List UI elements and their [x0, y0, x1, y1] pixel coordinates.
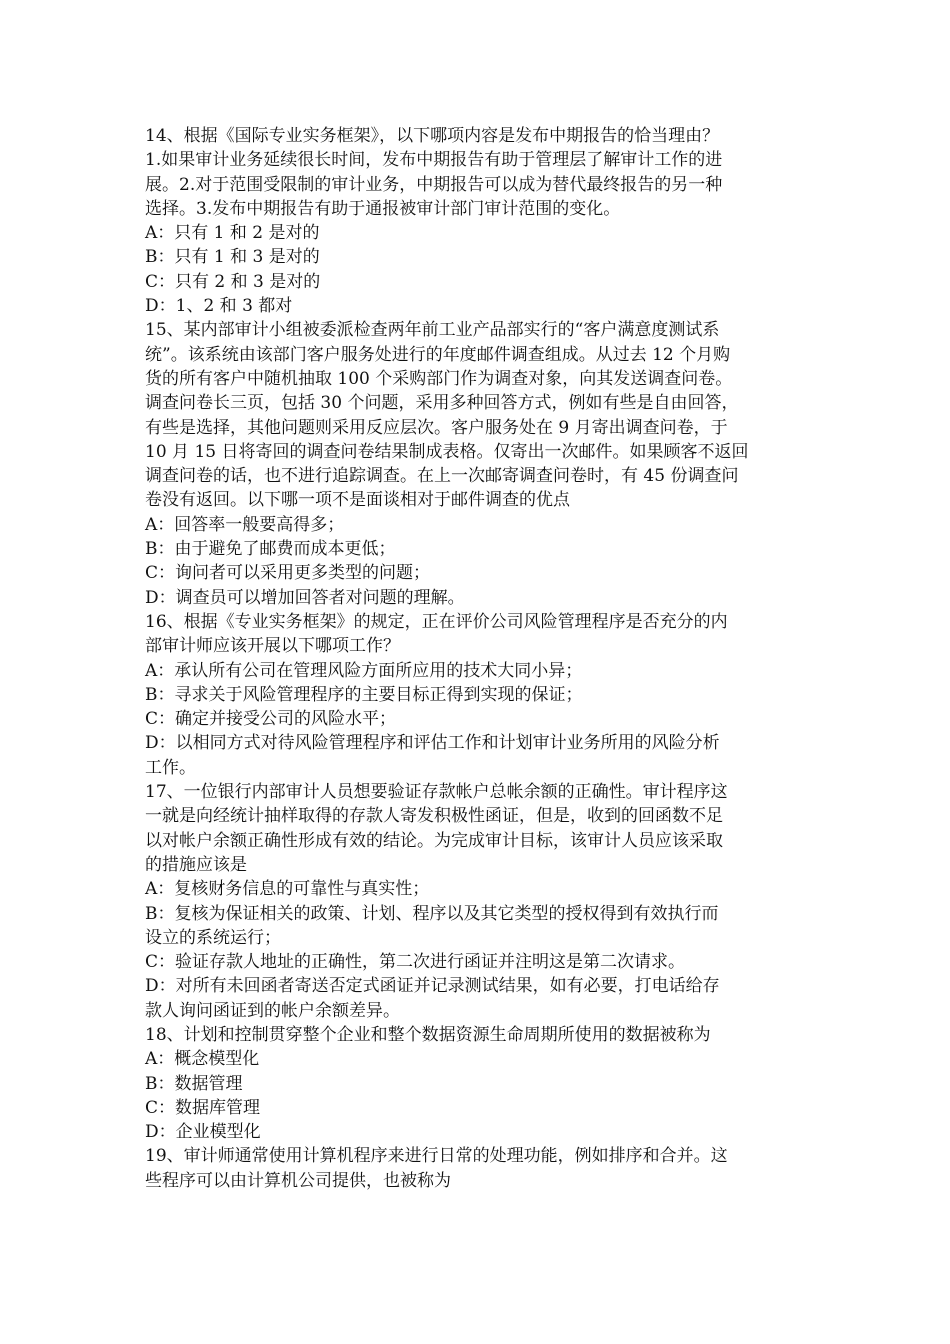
- text-line: 选择。3.发布中期报告有助于通报被审计部门审计范围的变化。: [145, 198, 621, 219]
- text-line: 部审计师应该开展以下哪项工作？: [145, 636, 400, 657]
- option-line: A：承认所有公司在管理风险方面所应用的技术大同小异；: [145, 660, 583, 681]
- option-line: 工作。: [145, 757, 196, 778]
- option-line: D：对所有未回函者寄送否定式函证并记录测试结果，如有必要，打电话给存: [145, 976, 720, 997]
- option-line: D：以相同方式对待风险管理程序和评估工作和计划审计业务所用的风险分析: [145, 733, 720, 754]
- text-line: 一就是向经统计抽样取得的存款人寄发积极性函证，但是，收到的回函数不足: [145, 806, 723, 827]
- option-line: A：回答率一般要高得多；: [145, 514, 345, 535]
- text-line: 14、根据《国际专业实务框架》，以下哪项内容是发布中期报告的恰当理由？: [145, 126, 720, 146]
- option-line: D：企业模型化: [145, 1122, 261, 1143]
- document-body: [145, 124, 811, 1193]
- text-line: 卷没有返回。以下哪一项不是面谈相对于邮件调查的优点: [145, 490, 570, 511]
- text-line: 些程序可以由计算机公司提供，也被称为: [145, 1170, 451, 1191]
- option-line: A：概念模型化: [145, 1049, 260, 1070]
- option-line: D：调查员可以增加回答者对问题的理解。: [145, 587, 465, 608]
- text-line: 1.如果审计业务延续很长时间，发布中期报告有助于管理层了解审计工作的进: [145, 150, 723, 171]
- option-line: A：只有 1 和 2 是对的: [145, 223, 320, 244]
- option-line: C：确定并接受公司的风险水平；: [145, 709, 397, 730]
- text-line: 货的所有客户中随机抽取 100 个采购部门作为调查对象，向其发送调查问卷。: [145, 368, 733, 389]
- option-line: D：1、2 和 3 都对: [145, 296, 293, 317]
- text-line: 调查问卷的话，也不进行追踪调查。在上一次邮寄调查问卷时，有 45 份调查问: [145, 466, 739, 487]
- option-line: 设立的系统运行；: [145, 927, 281, 948]
- option-line: 款人询问函证到的帐户余额差异。: [145, 1000, 400, 1021]
- text-line: 以对帐户余额正确性形成有效的结论。为完成审计目标，该审计人员应该采取: [145, 830, 723, 851]
- option-line: A：复核财务信息的可靠性与真实性；: [145, 879, 430, 900]
- option-line: C：询问者可以采用更多类型的问题；: [145, 563, 431, 584]
- text-line: 10 月 15 日将寄回的调查问卷结果制成表格。仅寄出一次邮件。如果顾客不返回: [145, 441, 749, 462]
- option-line: B：寻求关于风险管理程序的主要目标正得到实现的保证；: [145, 684, 583, 705]
- text-line: 17、一位银行内部审计人员想要验证存款帐户总帐余额的正确性。审计程序这: [145, 782, 728, 803]
- option-line: B：由于避免了邮费而成本更低；: [145, 539, 396, 560]
- text-line: 展。2.对于范围受限制的审计业务，中期报告可以成为替代最终报告的另一种: [145, 174, 723, 195]
- text-line: 16、根据《专业实务框架》的规定，正在评价公司风险管理程序是否充分的内: [145, 611, 728, 632]
- option-line: B：数据管理: [145, 1073, 243, 1094]
- text-line: 统”。该系统由该部门客户服务处进行的年度邮件调查组成。从过去 12 个月购: [145, 344, 731, 365]
- option-line: C：只有 2 和 3 是对的: [145, 271, 321, 292]
- option-line: C：数据库管理: [145, 1097, 261, 1118]
- text-line: 18、计划和控制贯穿整个企业和整个数据资源生命周期所使用的数据被称为: [145, 1024, 711, 1045]
- text-line: 19、审计师通常使用计算机程序来进行日常的处理功能，例如排序和合并。这: [145, 1146, 728, 1167]
- option-line: B：复核为保证相关的政策、计划、程序以及其它类型的授权得到有效执行而: [145, 903, 719, 924]
- text-line: 15、某内部审计小组被委派检查两年前工业产品部实行的“客户满意度测试系: [145, 320, 720, 341]
- text-line: 调查问卷长三页，包括 30 个问题，采用多种回答方式，例如有些是自由回答，: [145, 393, 739, 414]
- text-line: 的措施应该是: [145, 854, 247, 875]
- option-line: C：验证存款人地址的正确性，第二次进行函证并注明这是第二次请求。: [145, 952, 686, 973]
- option-line: B：只有 1 和 3 是对的: [145, 247, 320, 268]
- text-line: 有些是选择，其他问题则采用反应层次。客户服务处在 9 月寄出调查问卷，于: [145, 417, 728, 438]
